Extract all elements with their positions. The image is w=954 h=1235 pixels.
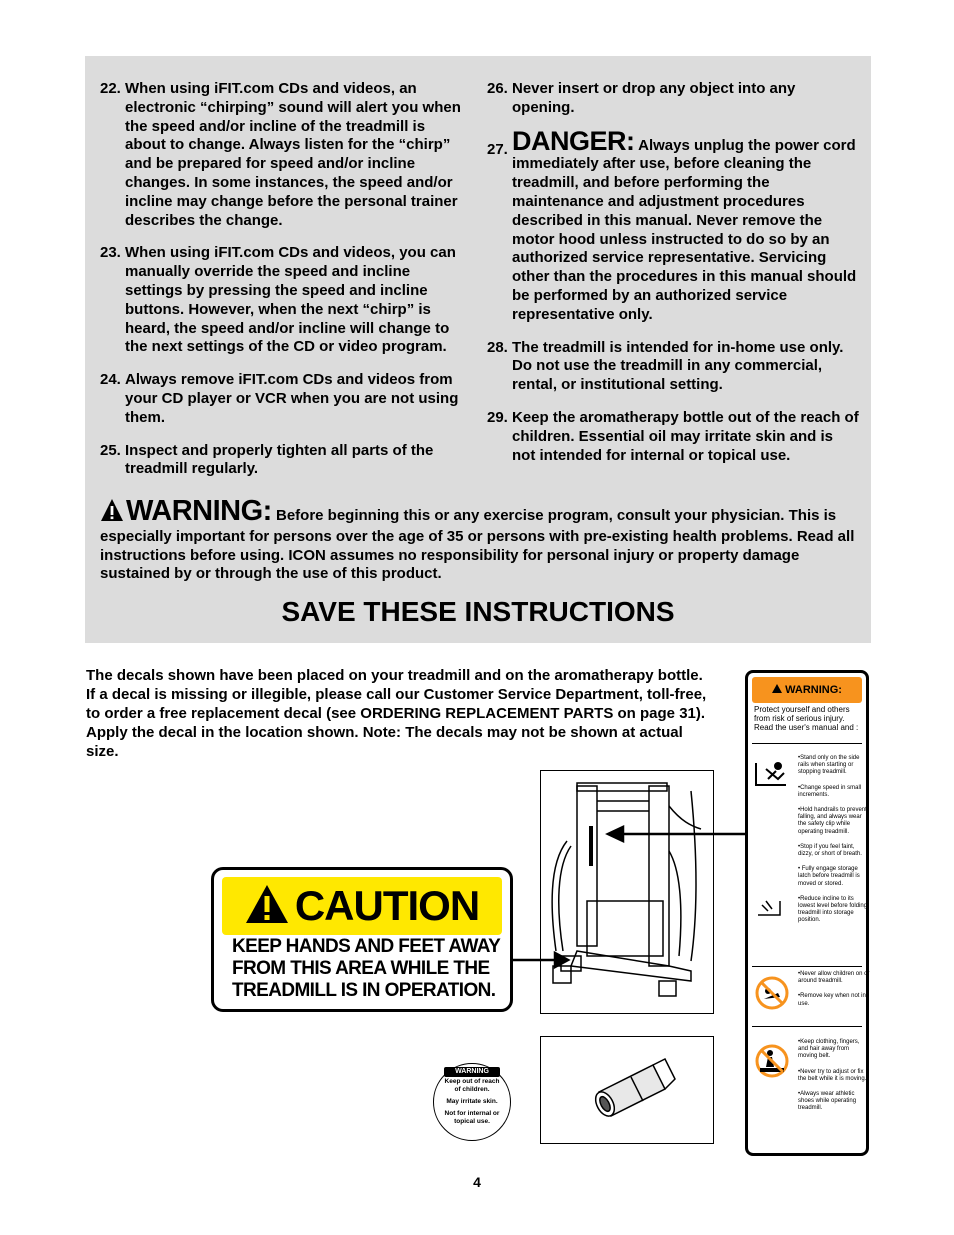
treadmill-warning-decal: WARNING: Protect yourself and others from risk of serious injury. Read the user's manual and : •Stand only on the side rails when starting or stopping treadmill. •Change speed in small increments. •Hold handrails to prevent falling, and always wear the safety clip while operating treadmill. •Stop if you feel faint, dizzy, or short of breath. • Fully engage storage latch before treadmill is moved or stored. •Reduce incline to its lowest level before folding treadmill into storage position. •Never allow children on or around treadmill. •Remove key when not in use. •Keep clothing, fingers, and hair away from moving belt. •Never try to adjust or fix the belt while it is moving. •Always wear athletic shoes while operating treadmill.: [745, 670, 869, 1156]
aromatherapy-warning-text: Keep out of reach of children. May irritate skin. Not for internal or topical use.: [444, 1078, 500, 1125]
bottle-drawing: [541, 1037, 713, 1143]
divider: [752, 743, 862, 744]
caution-header: CAUTION: [222, 877, 502, 935]
page-number: 4: [473, 1174, 481, 1190]
warning-triangle-icon: [772, 684, 785, 696]
side-bullets-children: •Never allow children on or around treadmill. •Remove key when not in use.: [798, 971, 870, 1007]
side-decal-header: WARNING:: [752, 677, 862, 703]
list-item-24: 24. Always remove iFIT.com CDs and videos from your CD player or VCR when you are not using them.: [100, 371, 459, 426]
list-item-23: 23. When using iFIT.com CDs and videos, you can manually override the speed and incline settings by pressing the speed and incline buttons. However, when the next “chirp” is heard, the speed and/or incline will change to the next settings of the CD or video program.: [100, 244, 456, 356]
no-touch-belt-icon: [754, 1043, 788, 1077]
divider: [752, 966, 862, 967]
save-instructions-title: SAVE THESE INSTRUCTIONS: [281, 596, 675, 627]
list-item-29: 29. Keep the aromatherapy bottle out of the reach of children. Essential oil may irritate skin and is not intended for internal or topical use.: [487, 408, 859, 464]
side-bullets-usage: •Stand only on the side rails when starting or stopping treadmill. •Change speed in small increments. •Hold handrails to prevent falling, and always wear the safety clip while operating treadmill. •Stop if you feel faint, dizzy, or short of breath. • Fully engage storage latch before treadmill is moved or stored. •Reduce incline to its lowest level before folding treadmill into storage position.: [798, 755, 868, 924]
aromatherapy-warning-decal: WARNING Keep out of reach of children. May irritate skin. Not for internal or topical use.: [433, 1063, 511, 1141]
right-column: [487, 80, 859, 479]
decal-arrows: [513, 820, 748, 970]
list-item-22: 22. When using iFIT.com CDs and videos, an electronic “chirping” sound will alert you when the speed and/or incline of the treadmill is about to change. Always listen for the “chirp” and be prepared for speed and/or incline changes. In some instances, the speed and/or incline may change before the personal trainer describes the change.: [100, 80, 461, 229]
falling-person-icon: [754, 759, 788, 793]
warning-paragraph: WARNING: Before beginning this or any exercise program, consult your physician. This is especially important for persons over the age of 35 or persons with pre-existing health problems. Read all instructions before using. ICON assumes no responsibility for personal injury or property damage sustained by or through the use of this product.: [100, 495, 855, 583]
hand-pinch-icon: [754, 895, 788, 929]
caution-triangle-icon: [245, 884, 289, 929]
divider: [752, 1026, 862, 1027]
warning-label: WARNING:: [126, 495, 272, 527]
decal-paragraph: The decals shown have been placed on your treadmill and on the aromatherapy bottle. If a decal is missing or illegible, please call our Customer Service Department, toll-free, to order a free replacement decal (see ORDERING REPLACEMENT PARTS on page 31). Apply the decal in the location shown. Note: The decals may not be shown at actual size.: [86, 667, 707, 760]
bottle-illustration: [540, 1036, 714, 1144]
side-bullets-belt: •Keep clothing, fingers, and hair away from moving belt. •Never try to adjust or fix the belt while it is moving. •Always wear athletic shoes while operating treadmill.: [798, 1039, 867, 1112]
left-column: [100, 80, 470, 493]
no-children-icon: [754, 975, 788, 1009]
list-item-25: 25. Inspect and properly tighten all parts of the treadmill regularly.: [100, 441, 434, 478]
list-item-26: 26. Never insert or drop any object into any opening.: [487, 80, 796, 116]
list-item-28: 28. The treadmill is intended for in-home use only. Do not use the treadmill in any commercial, rental, or institutional setting.: [487, 338, 844, 394]
danger-label: DANGER:: [512, 125, 635, 156]
caution-text: KEEP HANDS AND FEET AWAY FROM THIS AREA WHILE THE TREADMILL IS IN OPERATION.: [232, 936, 501, 1001]
caution-decal: [211, 867, 513, 1012]
list-item-27: 27. DANGER: Always unplug the power cord immediately after use, before cleaning the treadmill, and before performing the maintenance and adjustment procedures described in this manual. Never remove the motor hood unless instructed to do so by an authorized service representative. Servicing other than the procedures in this manual should be performed by an authorized service representative only.: [487, 125, 857, 323]
warning-triangle-icon: [100, 498, 124, 528]
